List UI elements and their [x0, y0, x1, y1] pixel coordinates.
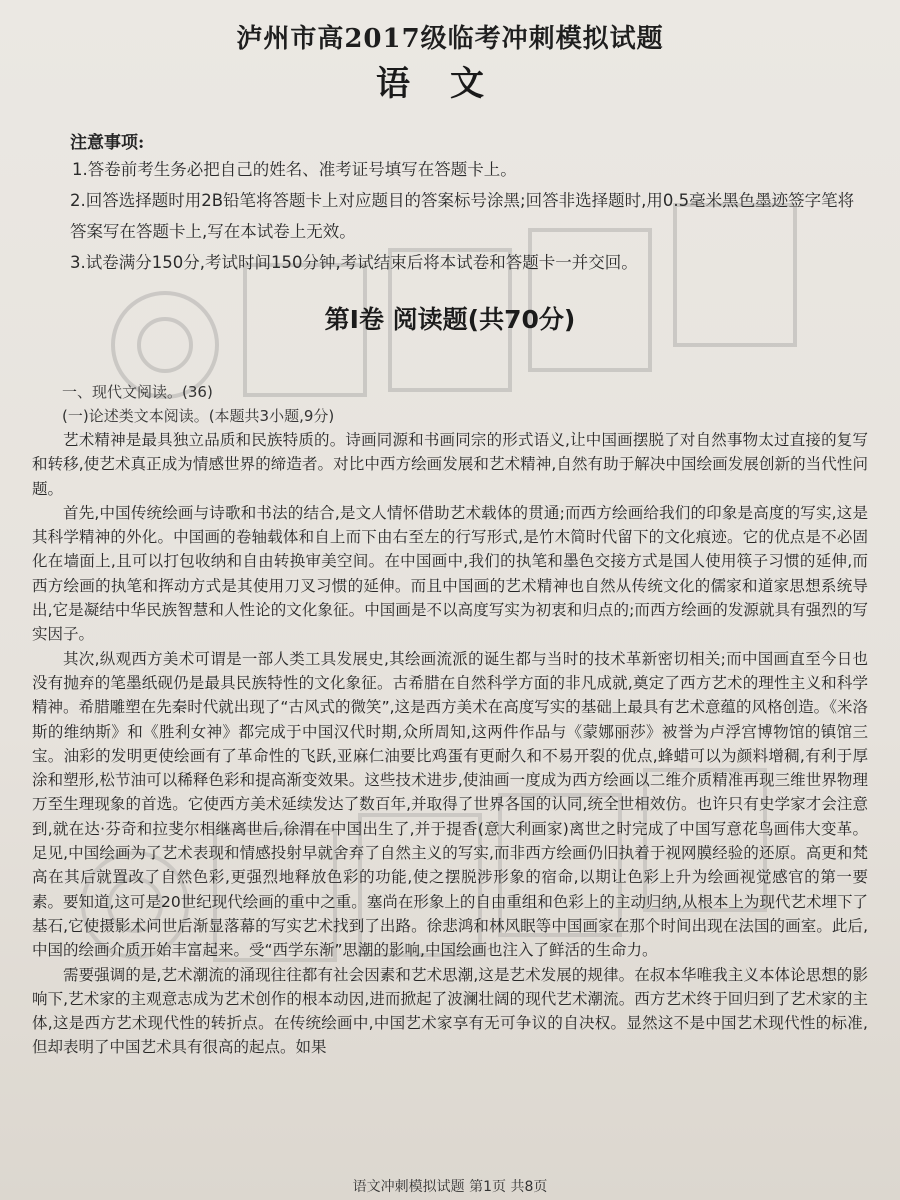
part-heading: 一、现代文阅读。(36): [62, 383, 213, 401]
page-footer: 语文冲刺模拟试题 第1页 共8页: [352, 1179, 548, 1195]
reading-passage: [32, 428, 868, 1060]
section-title: 第Ⅰ卷 阅读题(共70分): [324, 305, 576, 334]
passage-paragraph: 其次,纵观西方美术可谓是一部人类工具发展史,其绘画流派的诞生都与当时的技术革新密切相关;而中国画直至今日也没有抛弃的笔墨纸砚仍是最具民族特性的文化象征。古希腊在自然科学方面的非凡成就,奠定了西方艺术的理性主义和科学精神。希腊雕塑在先秦时代就出现了“古风式的微笑”,这是西方美术在高度写实的基础上最具有艺术意蕴的风格创造。《米洛斯的维纳斯》和《胜利女神》都完成于中国汉代时期,众所周知,这两件作品与《蒙娜丽莎》被誉为卢浮宫博物馆的镇馆三宝。油彩的发明更使绘画有了革命性的飞跃,亚麻仁油要比鸡蛋有更耐久和不易开裂的优点,蜂蜡可以为颜料增稠,有利于厚涂和塑形,松节油可以稀释色彩和提高渐变效果。这些技术进步,使油画一度成为西方绘画以二维介质精准再现三维世界物理万至生理现象的首选。它使西方美术延续发达了数百年,并取得了世界各国的认同,统全世相效仿。也许只有史学家才会注意到,就在达·芬奇和拉斐尔相继离世后,徐渭在中国出生了,并于提香(意大利画家)离世之时完成了中国写意花鸟画伟大变革。足见,中国绘画为了艺术表现和情感投射早就舍弃了自然主义的写实,而非西方绘画仍旧执着于视网膜经验的还原。高更和梵高在其后就置改了自然色彩,更强烈地释放色彩的功能,使之摆脱涉形象的宿命,以期让色彩上升为绘画视觉感官的第一要素。要知道,这可是20世纪现代绘画的重中之重。塞尚在形象上的自由重组和色彩上的主动归纳,从根本上为现代艺术埋下了基石,它使摄影术问世后渐显落幕的写实艺术找到了出路。徐悲鸿和林风眠等中国画家在那个时间出现在法国的画室。此后,中国的绘画介质开始丰富起来。受“西学东渐”思潮的影响,中国绘画也注入了鲜活的生命力。: [32, 649, 868, 960]
notice-list: [70, 154, 860, 278]
passage-paragraph: 需要强调的是,艺术潮流的涌现往往都有社会因素和艺术思潮,这是艺术发展的规律。在叔本华唯我主义本体论思想的影响下,艺术家的主观意志成为艺术创作的根本动因,进而掀起了波澜壮阔的现代艺术潮流。西方艺术终于回归到了艺术家的主体,这是西方艺术现代性的转折点。在传统绘画中,中国艺术家享有无可争议的自决权。显然这不是中国艺术现代性的标准,但却表明了中国艺术具有很高的起点。如果: [32, 965, 868, 1057]
notice-item: 1.答卷前考生务必把自己的姓名、准考证号填写在答题卡上。: [72, 160, 517, 179]
passage-paragraph: 艺术精神是最具独立品质和民族特质的。诗画同源和书画同宗的形式语义,让中国画摆脱了对自然事物太过直接的复写和转移,使艺术真正成为情感世界的缔造者。对比中西方绘画发展和艺术精神,自然有助于解决中国绘画发展创新的当代性问题。: [32, 431, 868, 498]
subpart-heading: (一)论述类文本阅读。(本题共3小题,9分): [62, 407, 335, 425]
notice-item: 2.回答选择题时用2B铅笔将答题卡上对应题目的答案标号涂黑;回答非选择题时,用0.5毫米黑色墨迹签字笔将答案写在答题卡上,写在本试卷上无效。: [70, 191, 855, 241]
exam-title: 泸州市高2017级临考冲刺模拟试题: [236, 24, 664, 54]
passage-paragraph: 首先,中国传统绘画与诗歌和书法的结合,是文人情怀借助艺术载体的贯通;而西方绘画给我们的印象是高度的写实,这是其科学精神的外化。中国画的卷轴载体和自上而下由右至左的行写形式,是竹木简时代留下的文化痕迹。它的优点是不必固化在墙面上,且可以打包收纳和自由转换审美空间。在中国画中,我们的执笔和墨色交接方式是国人使用筷子习惯的延伸,而西方绘画的执笔和挥动方式是其使用刀叉习惯的延伸。而且中国画的艺术精神也自然从传统文化的儒家和道家思想系统导出,它是凝结中华民族智慧和人性论的文化象征。中国画是不以高度写实为初衷和归点的;而西方绘画的发源就具有强烈的写实因子。: [32, 503, 868, 644]
notice-heading: 注意事项:: [70, 133, 145, 153]
notice-item: 3.试卷满分150分,考试时间150分钟,考试结束后将本试卷和答题卡一并交回。: [70, 253, 638, 272]
exam-subject: 语文: [376, 64, 524, 104]
